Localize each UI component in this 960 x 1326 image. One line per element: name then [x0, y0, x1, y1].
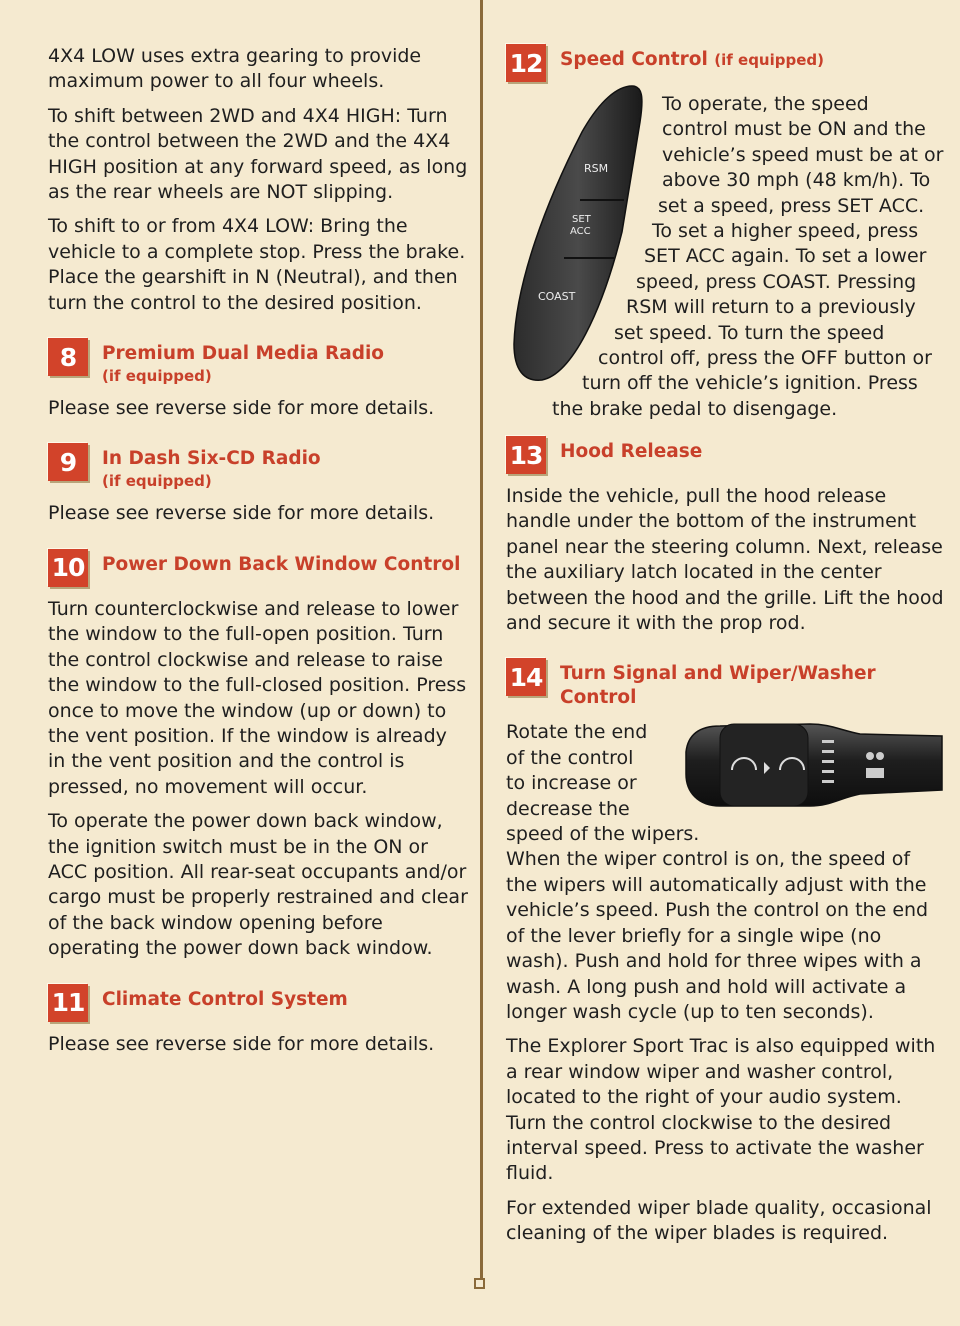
- section-9-title: [102, 443, 321, 491]
- section-12-title: [560, 44, 824, 72]
- wrap-line-2: of the control: [506, 746, 634, 769]
- speed-line-10: set speed. To turn the speed: [614, 321, 885, 344]
- section-9-title-text: In Dash Six-CD Radio: [102, 448, 321, 470]
- section-9-body: Please see reverse side for more details.: [48, 502, 435, 525]
- wiper-block: [506, 720, 946, 1246]
- wiper-stalk-image: [680, 712, 944, 816]
- section-10-body-2: To operate the power down back window, the ignition switch must be in the ON or ACC position. All rear-seat occupants and/or cargo must be properly restrained and clear of the back window opening before operating the power down back window.: [48, 810, 468, 960]
- wrap-line-3: to increase or: [506, 772, 637, 795]
- section-8-title-text: Premium Dual Media Radio: [102, 343, 385, 365]
- column-divider: [480, 0, 483, 1282]
- section-8-badge: 8: [48, 338, 88, 376]
- section-14-body-3: For extended wiper blade quality, occasional cleaning of the wiper blades is required.: [506, 1196, 932, 1245]
- section-9-badge: 9: [48, 443, 88, 481]
- section-12-header: [506, 44, 946, 82]
- section-10-badge: 10: [48, 549, 88, 587]
- speed-line-13: the brake pedal to disengage.: [552, 397, 838, 420]
- section-14-title: Turn Signal and Wiper/Washer Control: [560, 663, 876, 709]
- speed-line-11: control off, press the OFF button or: [598, 347, 932, 370]
- section-13-title: Hood Release: [560, 441, 703, 462]
- speed-control-text: [506, 92, 946, 422]
- speed-line-6: To set a higher speed, press: [652, 220, 919, 243]
- section-10-header: [48, 549, 468, 587]
- speed-line-2: control must be ON and the: [662, 118, 926, 141]
- right-column: [506, 44, 946, 1256]
- section-8-body: Please see reverse side for more details.: [48, 397, 435, 420]
- section-12-title-text: Speed Control: [560, 49, 708, 70]
- section-10-title: Power Down Back Window Control: [102, 553, 461, 575]
- left-column: [48, 44, 468, 1066]
- intro-paragraph-2: To shift between 2WD and 4X4 HIGH: Turn the control between the 2WD and the 4X4 HIGH position at any forward speed, as long as the rear wheels are NOT slipping.: [48, 104, 468, 204]
- section-11-body: Please see reverse side for more details.: [48, 1032, 435, 1055]
- wrap-line-1: Rotate the end: [506, 721, 648, 744]
- divider-end-marker: [474, 1278, 485, 1289]
- speed-line-4: above 30 mph (48 km/h). To: [662, 169, 931, 192]
- wrap-line-4: decrease the: [506, 797, 630, 820]
- intro-paragraph-3: To shift to or from 4X4 LOW: Bring the vehicle to a complete stop. Press the brake. Place the gearshift in N (Neutral), and then turn the control to the desired position.: [48, 215, 466, 314]
- section-12-subtitle: (if equipped): [714, 51, 824, 69]
- section-13-header: [506, 436, 946, 474]
- section-8-subtitle: (if equipped): [102, 367, 212, 386]
- section-11-badge: 11: [48, 984, 88, 1022]
- speed-line-8: speed, press COAST. Pressing: [636, 270, 917, 293]
- speed-line-9: RSM will return to a previously: [626, 296, 916, 319]
- section-8-title: [102, 338, 384, 386]
- section-14-header: [506, 658, 946, 710]
- speed-line-5: set a speed, press SET ACC.: [658, 194, 925, 217]
- speed-line-1: To operate, the speed: [662, 93, 869, 115]
- section-14-body-1: When the wiper control is on, the speed of the wipers will automatically adjust with the vehicle’s speed. Push the control on the end of the lever briefly for a single wipe (no wash). Push and hold for three wipes with a wash. A long push and hold will activate a longer wash cycle (up to ten seconds).: [506, 848, 929, 1023]
- speed-line-3: vehicle’s speed must be at or: [662, 143, 944, 166]
- section-14-badge: 14: [506, 658, 546, 696]
- acc-button-label: ACC: [570, 226, 591, 237]
- section-8-header: [48, 338, 468, 386]
- speed-line-12: turn off the vehicle’s ignition. Press: [582, 372, 918, 395]
- section-13-badge: 13: [506, 436, 546, 474]
- section-13-body: Inside the vehicle, pull the hood release handle under the bottom of the instrument panel near the steering column. Next, release the auxiliary latch located in the center between the hood and the grille. Lift the hood and secure it with the prop rod.: [506, 485, 944, 635]
- rsm-button-label: RSM: [584, 162, 609, 175]
- wrap-line-5: speed of the wipers.: [506, 823, 700, 846]
- intro-paragraph-1: 4X4 LOW uses extra gearing to provide maximum power to all four wheels.: [48, 45, 422, 93]
- section-11-title: Climate Control System: [102, 988, 348, 1010]
- coast-button-label: COAST: [538, 290, 576, 303]
- section-9-header: [48, 443, 468, 491]
- section-9-subtitle: (if equipped): [102, 472, 212, 491]
- speed-line-7: SET ACC again. To set a lower: [644, 245, 927, 268]
- section-11-header: [48, 984, 468, 1022]
- set-button-label: SET: [572, 214, 591, 225]
- section-10-body-1: Turn counterclockwise and release to lower the window to the full-open position. Turn the control clockwise and release to raise the window to the full-closed position. Press once to move the window (up or down) to the vent position. If the window is already in the vent position and the control is pressed, no movement will occur.: [48, 597, 467, 798]
- section-12-badge: 12: [506, 44, 546, 82]
- section-14-body-2: The Explorer Sport Trac is also equipped with a rear window wiper and washer control, located to the right of your audio system. Turn the control clockwise to the desired interval speed. Press to activate the washer fluid.: [506, 1035, 936, 1185]
- speed-control-block: [506, 92, 946, 428]
